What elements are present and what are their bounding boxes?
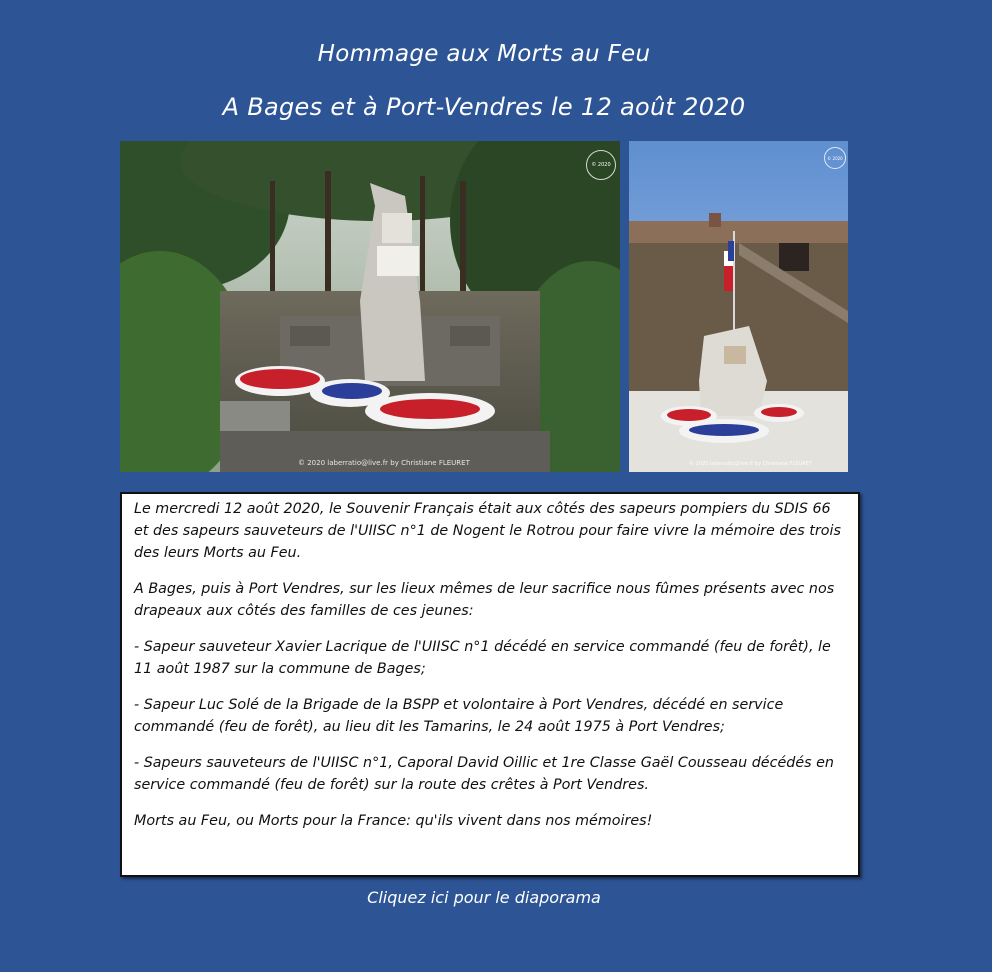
- article-paragraph: - Sapeurs sauveteurs de l'UIISC n°1, Caporal David Oillic et 1re Classe Gaël Cousseau décédés en service commandé (feu de forêt) sur la route des crêtes à Port Vendres.: [134, 755, 834, 793]
- photo-credit: © 2020 laberratio@live.fr by Christiane FLEURET: [298, 459, 470, 467]
- page-title: Hommage aux Morts au Feu: [317, 41, 651, 67]
- slideshow-link[interactable]: Cliquez ici pour le diaporama: [367, 888, 601, 907]
- photo-port-vendres-illustration: [629, 141, 848, 472]
- photo-bages-illustration: [120, 141, 620, 472]
- article-paragraph: - Sapeur Luc Solé de la Brigade de la BSPP et volontaire à Port Vendres, décédé en service commandé (feu de forêt), au lieu dit les Tamarins, le 24 août 1975 à Port Vendres;: [134, 697, 784, 735]
- article-paragraph: A Bages, puis à Port Vendres, sur les lieux mêmes de leur sacrifice nous fûmes présents avec nos drapeaux aux côtés des familles de ces jeunes:: [134, 581, 835, 619]
- article-paragraph: - Sapeur sauveteur Xavier Lacrique de l'UIISC n°1 décédé en service commandé (feu de forêt), le 11 août 1987 sur la commune de Bages;: [134, 639, 831, 677]
- article-paragraph: Le mercredi 12 août 2020, le Souvenir Français était aux côtés des sapeurs pompiers du SDIS 66 et des sapeurs sauveteurs de l'UIISC n°1 de Nogent le Rotrou pour faire vivre la mémoire des trois des leurs Morts au Feu.: [134, 501, 841, 561]
- article-paragraph: Morts au Feu, ou Morts pour la France: qu'ils vivent dans nos mémoires!: [134, 813, 653, 829]
- watermark-seal: © 2020: [824, 147, 846, 169]
- photo-port-vendres-memorial: [629, 141, 848, 472]
- photo-credit: © 2020 laberratio@live.fr by Christiane FLEURET: [689, 461, 812, 467]
- watermark-seal: © 2020: [586, 150, 616, 180]
- article-text-box: [120, 492, 860, 877]
- page-subtitle: A Bages et à Port-Vendres le 12 août 2020: [222, 93, 746, 121]
- photo-bages-memorial: [120, 141, 620, 472]
